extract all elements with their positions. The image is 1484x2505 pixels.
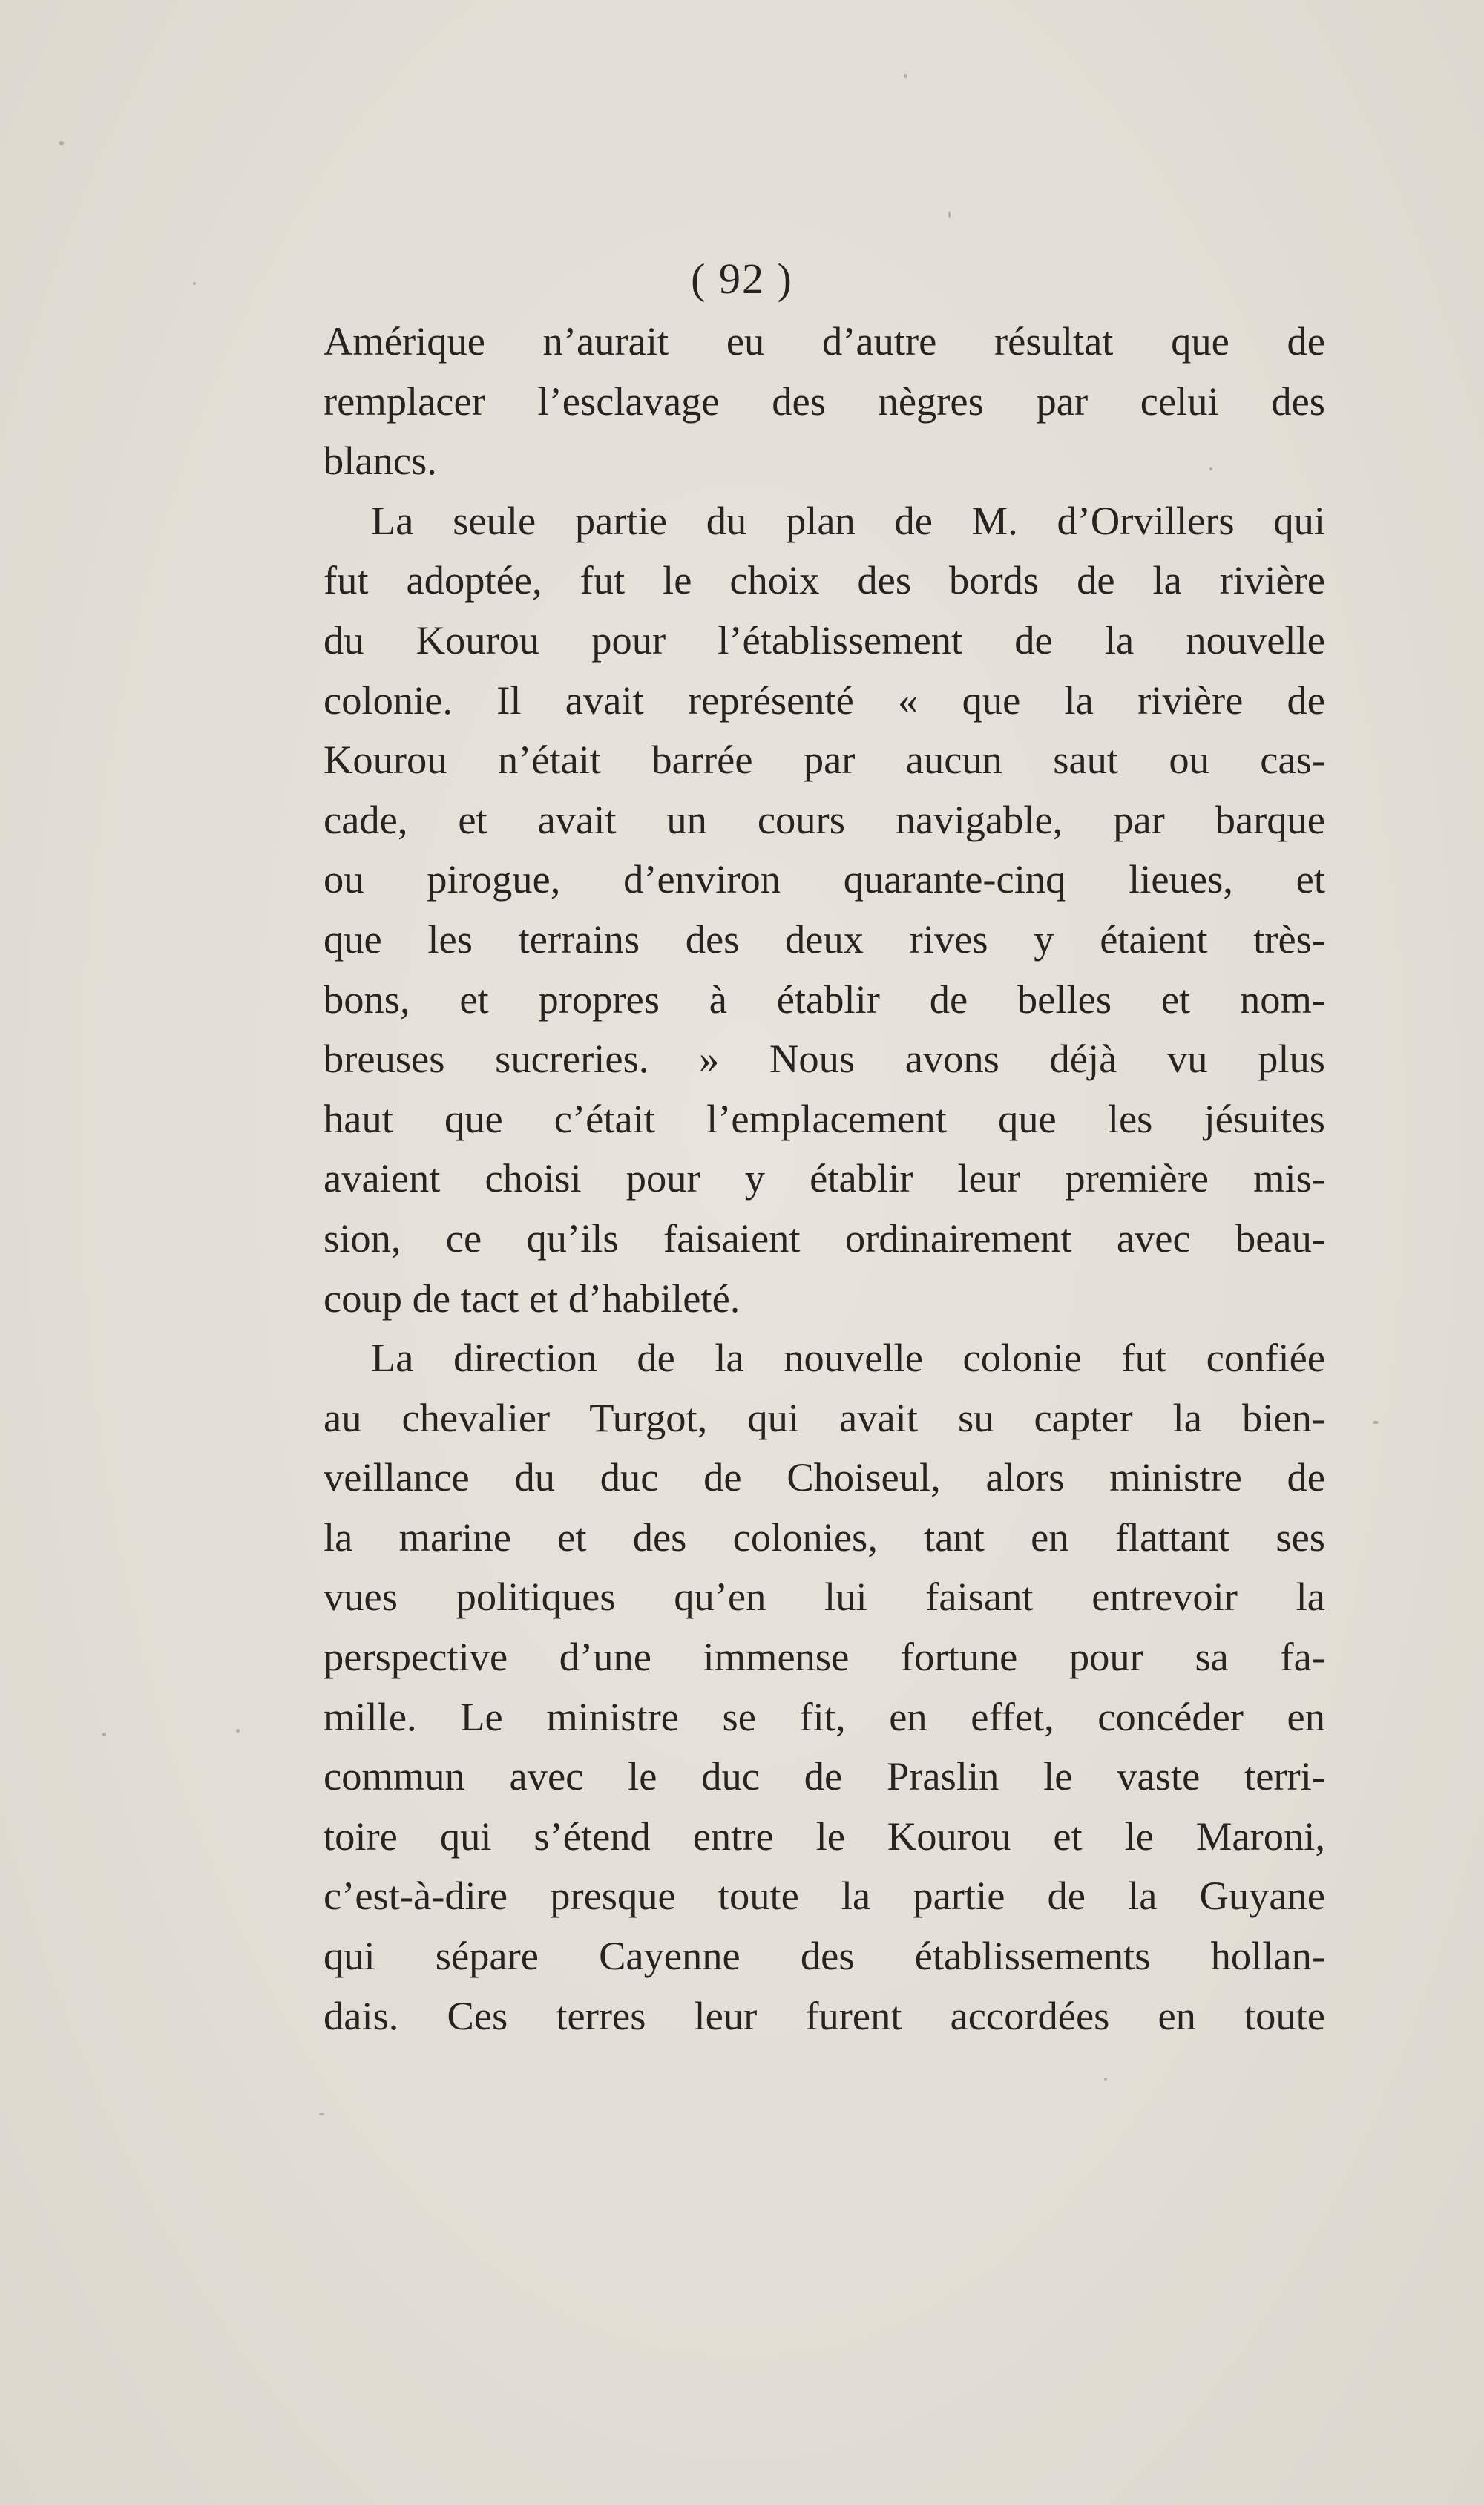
text-line: blancs. (324, 438, 437, 484)
text-line: la marine et des colonies, tant en flattant ses (324, 1514, 1325, 1560)
text-line: veillance du duc de Choiseul, alors ministre de (324, 1454, 1325, 1500)
paper-speck (1104, 2078, 1107, 2081)
paper-speck (904, 74, 907, 78)
text-line: mille. Le ministre se fit, en effet, concéder en (324, 1693, 1325, 1739)
text-line: du Kourou pour l’établissement de la nouvelle (324, 617, 1325, 663)
paragraph (324, 312, 1325, 491)
text-line: Kourou n’était barrée par aucun saut ou cas- (324, 737, 1325, 783)
paper-speck (319, 2113, 324, 2115)
paper-speck (948, 211, 951, 218)
text-line: vues politiques qu’en lui faisant entrevoir la (324, 1574, 1325, 1620)
text-line: breuses sucreries. » Nous avons déjà vu plus (324, 1036, 1325, 1082)
text-line: avaient choisi pour y établir leur première mis- (324, 1155, 1325, 1201)
text-line: perspective d’une immense fortune pour sa fa- (324, 1634, 1325, 1680)
page-number: ( 92 ) (691, 255, 793, 303)
text-line: toire qui s’étend entre le Kourou et le Maroni, (324, 1813, 1325, 1859)
text-line: bons, et propres à établir de belles et nom- (324, 976, 1325, 1022)
text-line: cade, et avait un cours navigable, par barque (324, 796, 1325, 842)
text-line: colonie. Il avait représenté « que la rivière de (324, 677, 1325, 723)
text-line: dais. Ces terres leur furent accordées en toute (324, 1992, 1325, 2038)
paper-speck (59, 141, 64, 145)
text-line: que les terrains des deux rives y étaient très- (324, 916, 1325, 962)
text-line: c’est-à-dire presque toute la partie de la Guyane (324, 1873, 1325, 1919)
text-line: La seule partie du plan de M. d’Orvillers qui (371, 497, 1325, 543)
text-line: coup de tact et d’habileté. (324, 1275, 741, 1321)
text-line: au chevalier Turgot, qui avait su capter la bien- (324, 1394, 1325, 1440)
paragraph (324, 491, 1325, 1328)
text-line: Amérique n’aurait eu d’autre résultat que de (324, 318, 1325, 364)
text-line: La direction de la nouvelle colonie fut confiée (371, 1335, 1325, 1381)
paragraph (324, 1328, 1325, 2046)
text-line: commun avec le duc de Praslin le vaste terri- (324, 1753, 1325, 1799)
text-line: ou pirogue, d’environ quarante-cinq lieues, et (324, 856, 1325, 902)
text-line: sion, ce qu’ils faisaient ordinairement avec beau- (324, 1215, 1325, 1261)
text-line: haut que c’était l’emplacement que les jésuites (324, 1095, 1325, 1141)
body-text (324, 312, 1325, 2046)
paper-speck (236, 1729, 240, 1733)
paper-speck (1373, 1421, 1379, 1424)
text-line: remplacer l’esclavage des nègres par celui des (324, 378, 1325, 424)
paper-speck (102, 1733, 106, 1736)
text-line: qui sépare Cayenne des établissements hollan- (324, 1933, 1325, 1979)
text-line: fut adoptée, fut le choix des bords de la rivière (324, 557, 1325, 603)
